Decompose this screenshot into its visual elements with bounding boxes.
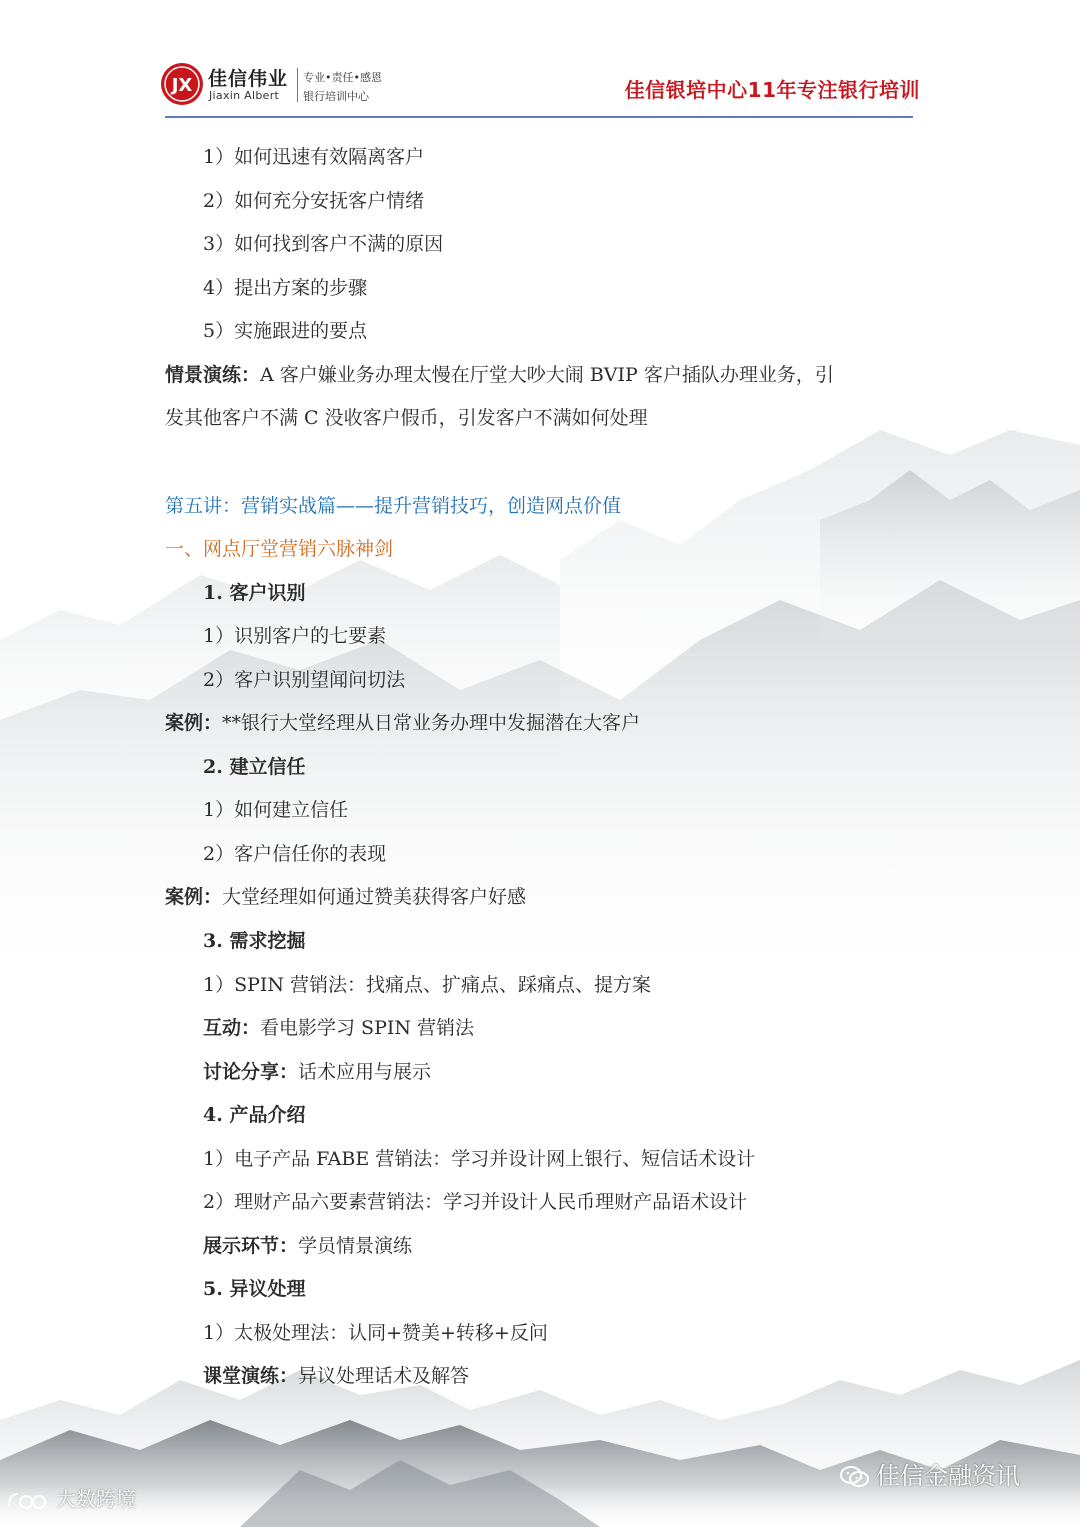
interaction-label: 互动： <box>203 1017 261 1039</box>
practice-text: 异议处理话术及解答 <box>298 1365 470 1387</box>
list-item: 1）电子产品 FABE 营销法：学习并设计网上银行、短信话术设计 <box>203 1148 756 1170</box>
list-item: 2）理财产品六要素营销法：学习并设计人民币理财产品语术设计 <box>203 1191 748 1213</box>
showcase-label: 展示环节： <box>203 1235 299 1257</box>
subsection-heading: 1. 客户识别 <box>203 582 306 604</box>
practice-line <box>203 1362 469 1390</box>
list-item: 1）如何建立信任 <box>203 799 349 821</box>
wechat-watermark-text: 佳信金融资讯 <box>876 1462 1020 1490</box>
source-watermark-text: 大数跨境 <box>56 1487 136 1511</box>
list-item: 4）提出方案的步骤 <box>203 277 368 299</box>
jx-logo-icon <box>160 62 204 106</box>
list-item: 5）实施跟进的要点 <box>203 320 368 342</box>
discussion-line <box>203 1058 431 1086</box>
list-item: 2）客户识别望闻问切法 <box>203 669 406 691</box>
source-watermark <box>6 1483 136 1512</box>
case-label: 案例： <box>165 886 223 908</box>
scene-label: 情景演练： <box>165 364 261 386</box>
practice-label: 课堂演练： <box>203 1365 299 1387</box>
list-item: 2）客户信任你的表现 <box>203 843 387 865</box>
subsection-heading: 2. 建立信任 <box>203 756 306 778</box>
section-title: 一、网点厅堂营销六脉神剑 <box>165 538 394 560</box>
scene-paragraph-line-1 <box>165 361 834 389</box>
header-title: 佳信银培中心11年专注银行培训 <box>624 78 920 102</box>
case-line <box>165 709 640 737</box>
list-item: 3）如何找到客户不满的原因 <box>203 233 444 255</box>
list-item: 1）SPIN 营销法：找痛点、扩痛点、踩痛点、提方案 <box>203 974 652 996</box>
showcase-line <box>203 1232 412 1260</box>
scene-paragraph-line-2: 发其他客户不满 C 没收客户假币，引发客户不满如何处理 <box>165 407 648 429</box>
list-item: 1）太极处理法：认同+赞美+转移+反问 <box>203 1322 548 1344</box>
header-divider <box>165 116 913 118</box>
scene-text: A 客户嫌业务办理太慢在厅堂大吵大闹 BVIP 客户插队办理业务，引 <box>260 364 834 386</box>
list-item: 1）如何迅速有效隔离客户 <box>203 146 425 168</box>
case-line <box>165 883 526 911</box>
brand-divider <box>297 68 298 102</box>
page-header <box>160 58 920 118</box>
lecture-title: 第五讲：营销实战篇——提升营销技巧，创造网点价值 <box>165 495 622 517</box>
wechat-icon <box>840 1465 870 1489</box>
subsection-heading: 4. 产品介绍 <box>203 1104 306 1126</box>
interaction-text: 看电影学习 SPIN 营销法 <box>260 1017 475 1039</box>
subsection-heading: 3. 需求挖掘 <box>203 930 306 952</box>
brand-name-en: Jiaxin Albert <box>209 89 280 102</box>
discussion-text: 话术应用与展示 <box>298 1061 432 1083</box>
wechat-watermark <box>840 1456 1020 1491</box>
discussion-label: 讨论分享： <box>203 1061 299 1083</box>
interaction-line <box>203 1014 474 1042</box>
slogan-line-2: 银行培训中心 <box>303 90 369 103</box>
case-label: 案例： <box>165 712 223 734</box>
subsection-heading: 5. 异议处理 <box>203 1278 306 1300</box>
source-logo-icon <box>6 1490 50 1512</box>
brand-name-cn: 佳信伟业 <box>208 68 289 90</box>
slogan-line-1: 专业•责任•感恩 <box>303 71 382 84</box>
list-item: 2）如何充分安抚客户情绪 <box>203 190 425 212</box>
showcase-text: 学员情景演练 <box>298 1235 413 1257</box>
case-text: 大堂经理如何通过赞美获得客户好感 <box>222 886 527 908</box>
logo-text: JX <box>171 75 193 96</box>
list-item: 1）识别客户的七要素 <box>203 625 387 647</box>
case-text: **银行大堂经理从日常业务办理中发掘潜在大客户 <box>222 712 641 734</box>
